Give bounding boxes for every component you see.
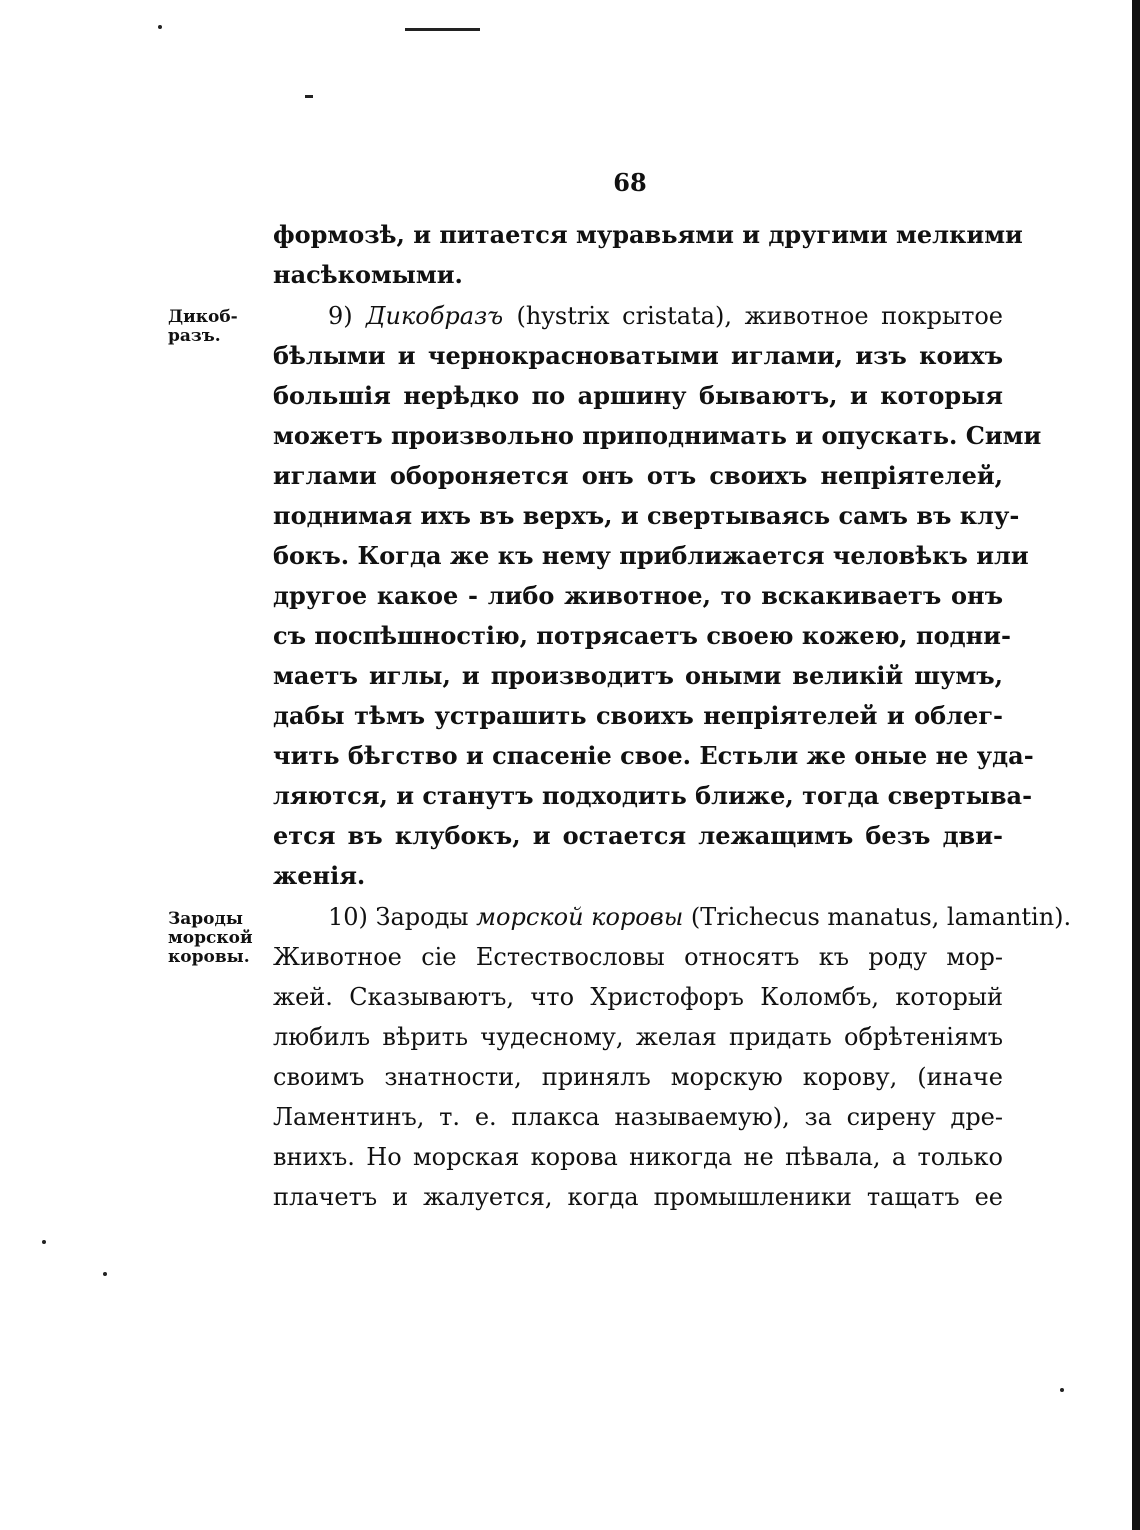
margin-note-line: Зароды [168,909,243,929]
scan-edge [1132,0,1140,1530]
text-line: внихъ. Но морская корова никогда не пѣвала, а только [273,1143,1003,1171]
text-line: съ поспѣшностію, потрясаетъ своею кожею, подни- [273,621,1011,650]
text-line: насѣкомыми. [273,260,463,289]
text-line: бокъ. Когда же къ нему приближается человѣкъ или [273,541,1029,570]
scan-speck [103,1272,107,1276]
text-line: другое какое - либо животное, то вскакиваетъ онъ [273,581,1003,610]
margin-note-sea-cow [168,910,263,967]
scan-mark [305,95,313,98]
text-line: Ламентинъ, т. е. плакса называемую), за сирену дре- [273,1103,1003,1131]
paragraph-continuation [273,215,1023,295]
text-line: большія нерѣдко по аршину бываютъ, и которыя [273,381,1003,410]
section-first-line [273,897,1072,937]
margin-note-line: разъ. [168,326,221,346]
text-line: ется въ клубокъ, и остается лежащимъ безъ дви- [273,821,1003,850]
text-line: бѣлыми и чернокрасноватыми иглами, изъ коихъ [273,341,1003,370]
text-line: дабы тѣмъ устрашить своихъ непріятелей и облег- [273,701,1003,730]
text-line: иглами обороняется онъ отъ своихъ непріятелей, [273,461,1003,490]
margin-note-line: Дикоб- [168,307,238,327]
scan-mark [405,28,480,31]
scan-speck [42,1240,46,1244]
section-name: морской коровы [476,903,684,931]
scan-speck [1060,1388,1064,1392]
section-number: 10) [328,903,368,931]
margin-note-porcupine [168,308,263,346]
text-line: чить бѣгство и спасеніе свое. Естьли же оные не уда- [273,741,1034,770]
text-line: своимъ знатности, принялъ морскую корову, (иначе [273,1063,1003,1091]
section-first-line-rest: (hystrix cristata), животное покрытое [516,302,1004,330]
page-number: 68 [613,168,647,197]
text-line: любилъ вѣрить чудесному, желая придать обрѣтеніямъ [273,1023,1003,1051]
text-line: можетъ произвольно приподнимать и опускать. Сими [273,421,1042,450]
section-first-line [273,296,1003,336]
margin-note-line: морской [168,928,253,948]
section-porcupine [273,296,1042,896]
scan-speck [158,25,162,29]
text-line: жей. Сказываютъ, что Христофоръ Коломбъ, который [273,983,1003,1011]
section-number: 9) [328,302,353,330]
text-line: поднимая ихъ въ верхъ, и свертываясь самъ въ клу- [273,501,1020,530]
text-line: формозѣ, и питается муравьями и другими мелкими [273,220,1023,249]
text-line: плачетъ и жалуется, когда промышленики тащатъ ее [273,1183,1003,1211]
text-line: маетъ иглы, и производитъ оными великій шумъ, [273,661,1003,690]
margin-note-line: коровы. [168,947,250,967]
text-line: ляются, и станутъ подходить ближе, тогда свертыва- [273,781,1033,810]
text-line: женія. [273,861,366,890]
section-first-line-rest: (Trichecus manatus, lamantin). [690,903,1072,931]
text-line: Животное сіе Естествословы относятъ къ роду мор- [273,943,1003,971]
section-name: Дикобразъ [366,302,504,330]
section-sea-cow [273,897,1072,1217]
section-lead-word: Зароды [375,903,469,931]
